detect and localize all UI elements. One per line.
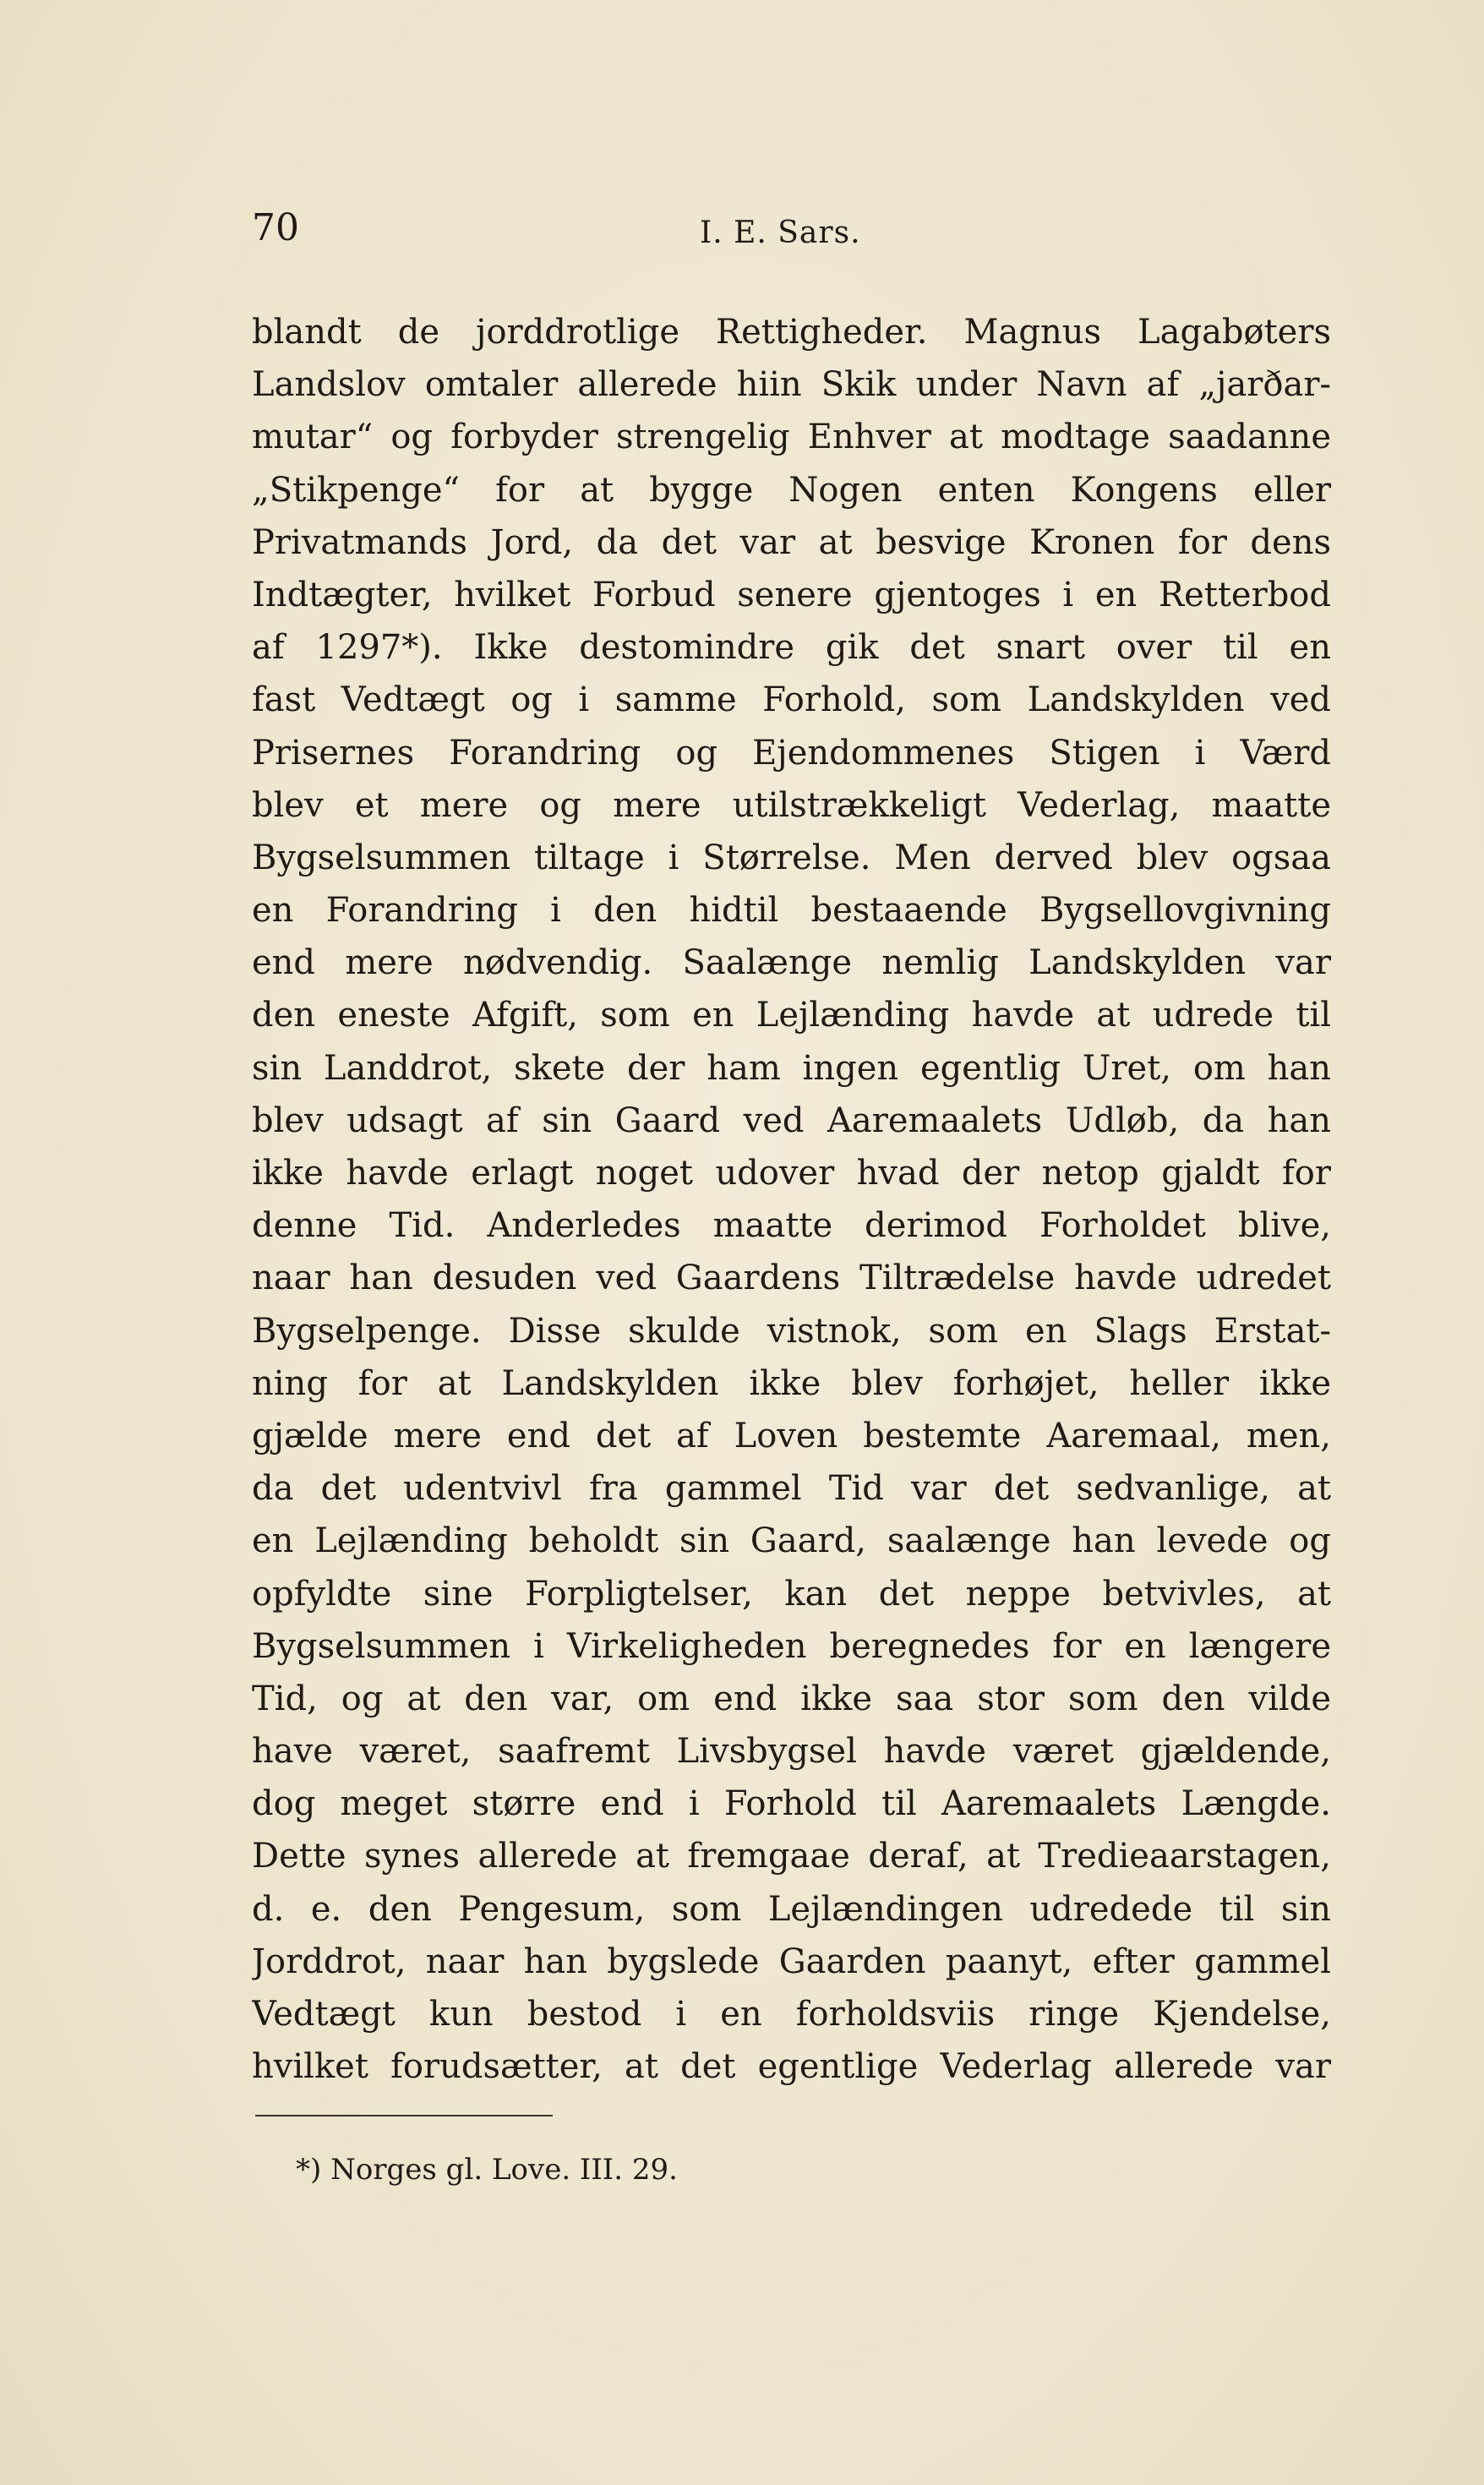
text-line: Landslov omtaler allerede hiin Skik under Navn af „jarðar- [252,365,1331,405]
footnote-divider [255,2115,553,2116]
text-line: mutar“ og forbyder strengelig Enhver at modtage saadanne [252,418,1331,457]
running-head: I. E. Sars. [700,216,861,250]
text-line: denne Tid. Anderledes maatte derimod Forholdet blive, [252,1206,1331,1246]
text-line: sin Landdrot, skete der ham ingen egentlig Uret, om han [252,1048,1331,1088]
text-line: Privatmands Jord, da det var at besvige Kronen for dens [252,522,1331,562]
text-line: da det udentvivl fra gammel Tid var det sedvanlige, at [252,1469,1331,1509]
text-line: end mere nødvendig. Saalænge nemlig Landskylden var [252,943,1331,983]
text-line: den eneste Afgift, som en Lejlænding havde at udrede til [252,996,1331,1035]
text-line: d. e. den Pengesum, som Lejlændingen udredede til sin [252,1889,1331,1929]
text-line: dog meget større end i Forhold til Aaremaalets Længde. [252,1784,1331,1824]
text-line: en Forandring i den hidtil bestaaende Bygsellovgivning [252,891,1331,931]
text-line: Indtægter, hvilket Forbud senere gjentoges i en Retterbod [252,575,1331,614]
page-header [252,203,1334,262]
footnote: *) Norges gl. Love. III. 29. [296,2153,678,2187]
text-line: have været, saafremt Livsbygsel havde været gjældende, [252,1732,1331,1772]
text-line: blev udsagt af sin Gaard ved Aaremaalets Udløb, da han [252,1100,1331,1140]
text-line: Prisernes Forandring og Ejendommenes Stigen i Værd [252,733,1331,773]
text-line: blandt de jorddrotlige Rettigheder. Magnus Lagabøters [252,313,1331,352]
text-line: Dette synes allerede at fremgaae deraf, at Tredieaarstagen, [252,1837,1331,1876]
text-line: Jorddrot, naar han bygslede Gaarden paanyt, efter gammel [252,1942,1331,1981]
page-number: 70 [252,206,299,249]
text-line: opfyldte sine Forpligtelser, kan det neppe betvivles, at [252,1574,1331,1614]
text-line: blev et mere og mere utilstrækkeligt Vederlag, maatte [252,785,1331,825]
text-line: af 1297*). Ikke destomindre gik det snart over til en [252,628,1331,668]
text-line: Bygselpenge. Disse skulde vistnok, som en Slags Erstat- [252,1311,1331,1351]
text-line: hvilket forudsætter, at det egentlige Vederlag allerede var [252,2047,1331,2087]
text-line: Bygselsummen tiltage i Størrelse. Men derved blev ogsaa [252,838,1331,877]
body-text [252,306,1331,2093]
text-line: fast Vedtægt og i samme Forhold, som Landskylden ved [252,680,1331,720]
text-line: Bygselsummen i Virkeligheden beregnedes for en længere [252,1626,1331,1666]
text-line: ikke havde erlagt noget udover hvad der netop gjaldt for [252,1154,1331,1193]
text-line: Tid, og at den var, om end ikke saa stor som den vilde [252,1679,1331,1718]
text-line: Vedtægt kun bestod i en forholdsviis ringe Kjendelse, [252,1995,1331,2034]
text-line: „Stikpenge“ for at bygge Nogen enten Kongens eller [252,470,1331,510]
text-line: naar han desuden ved Gaardens Tiltrædelse havde udredet [252,1259,1331,1298]
text-line: gjælde mere end det af Loven bestemte Aaremaal, men, [252,1416,1331,1456]
text-line: ning for at Landskylden ikke blev forhøjet, heller ikke [252,1363,1331,1403]
text-line: en Lejlænding beholdt sin Gaard, saalænge han levede og [252,1521,1331,1561]
